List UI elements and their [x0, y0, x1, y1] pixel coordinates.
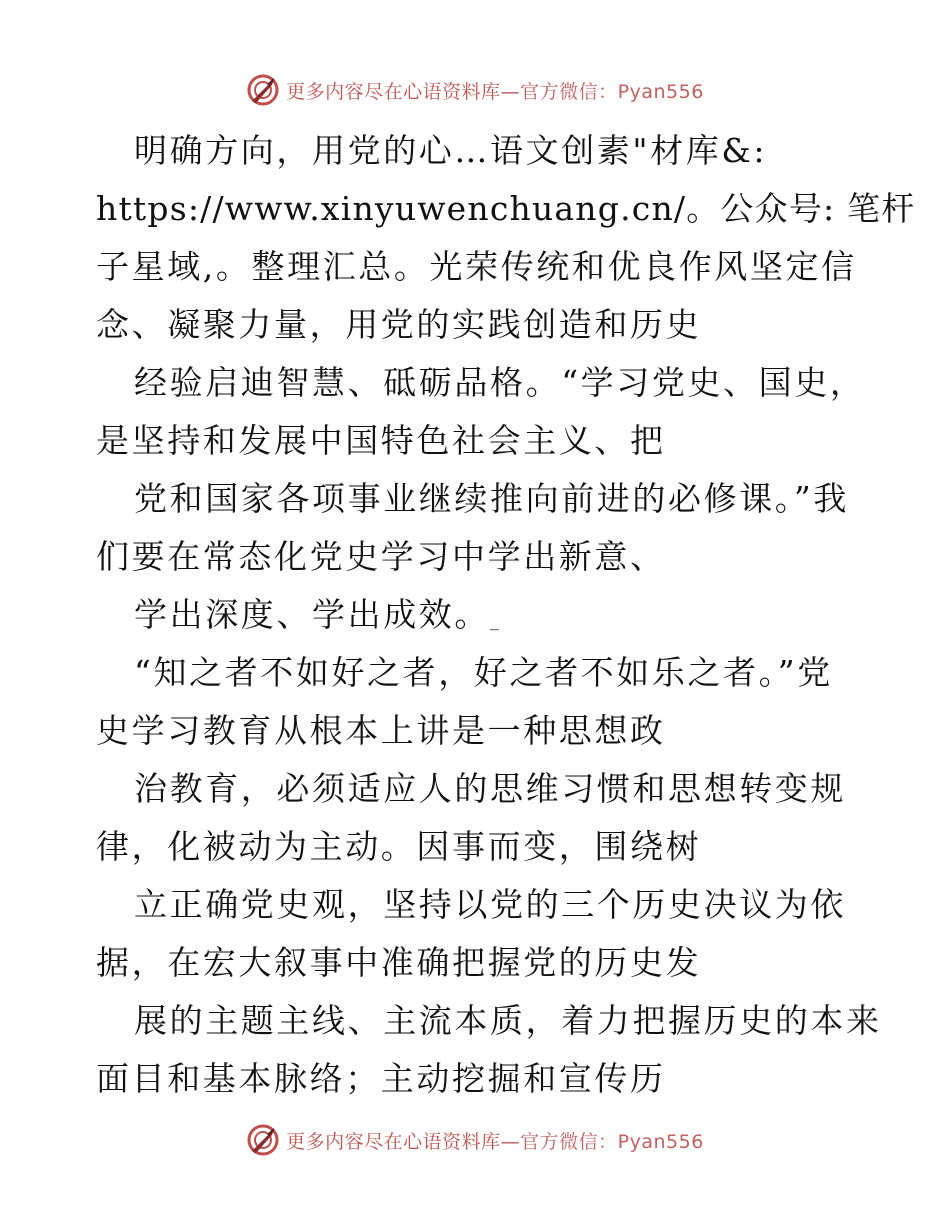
- text-line: 念、凝聚力量，用党的实践创造和历史: [96, 305, 702, 344]
- banner-separator: —: [500, 80, 521, 103]
- banner-title: 更多内容尽在心语资料库: [286, 80, 501, 103]
- banner-title: 更多内容尽在心语资料库: [286, 1130, 501, 1153]
- text-line: 立正确党史观，坚持以党的三个历史决议为依: [134, 885, 846, 924]
- footer-banner: [0, 1120, 950, 1160]
- text-line: 面目和基本脉络；主动挖掘和宣传历: [96, 1059, 666, 1098]
- pen-logo-icon: [246, 73, 280, 107]
- banner-text: [286, 1127, 704, 1154]
- text-line: “知之者不如好之者，好之者不如乐之者。”党: [134, 653, 833, 692]
- text-line: 史学习教育从根本上讲是一种思想政: [96, 711, 666, 750]
- banner-text: [286, 77, 704, 104]
- text-line: 展的主题主线、主流本质，着力把握历史的本来: [134, 1001, 882, 1040]
- text-line: 党和国家各项事业继续推向前进的必修课。”我: [134, 479, 849, 518]
- banner-wechat: 官方微信：Pyan556: [520, 80, 704, 103]
- text-line: 据，在宏大叙事中准确把握党的历史发: [96, 943, 702, 982]
- banner-separator: —: [500, 1130, 521, 1153]
- text-line: https://www.xinyuwenchuang.cn/。公众号: 笔杆: [96, 189, 916, 228]
- paragraph-mark: _: [490, 610, 502, 631]
- header-banner: [0, 70, 950, 110]
- text-line: 子星域,。整理汇总。光荣传统和优良作风坚定信: [96, 247, 857, 286]
- text-line: 经验启迪智慧、砥砺品格。“学习党史、国史，: [134, 363, 866, 402]
- document-body: [96, 122, 916, 1108]
- banner-wechat: 官方微信：Pyan556: [520, 1130, 704, 1153]
- text-line: 们要在常态化党史学习中学出新意、: [96, 537, 666, 576]
- text-line: 律，化被动为主动。因事而变，围绕树: [96, 827, 702, 866]
- text-line: 治教育，必须适应人的思维习惯和思想转变规: [134, 769, 846, 808]
- text-line: 学出深度、学出成效。: [134, 595, 490, 634]
- text-line: 明确方向，用党的心…语文创素"材库&:: [134, 131, 768, 170]
- pen-logo-icon: [246, 1123, 280, 1157]
- text-line: 是坚持和发展中国特色社会主义、把: [96, 421, 666, 460]
- text-line-with-mark: [96, 586, 866, 644]
